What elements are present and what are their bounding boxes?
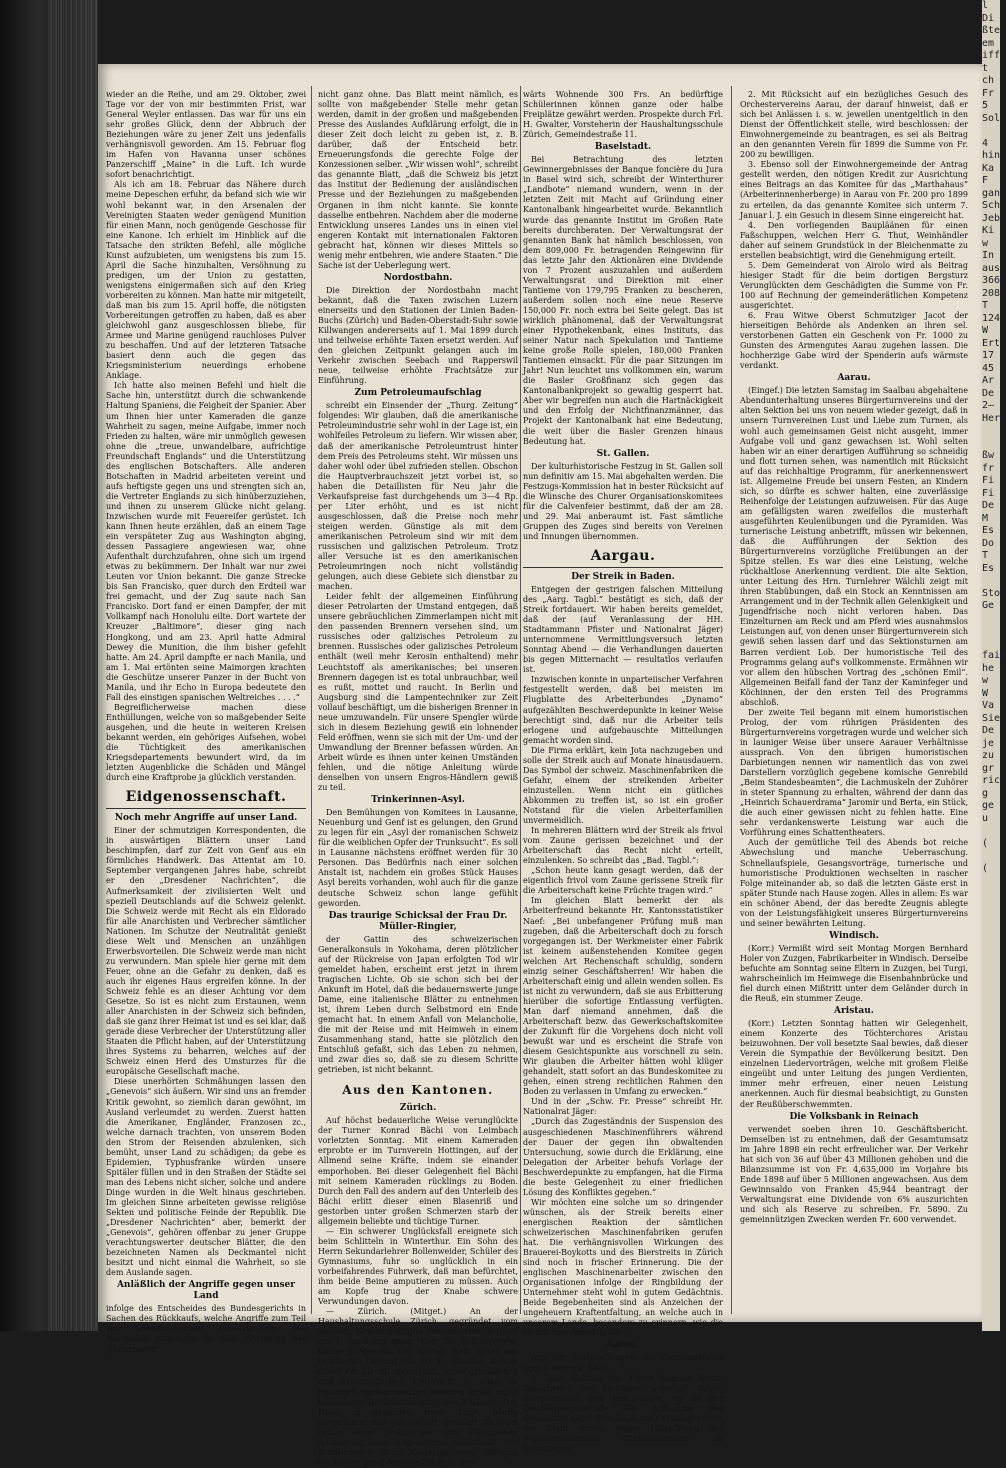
paragraph: 2. Mit Rücksicht auf ein bezügliches Gesuch des Orchestervereins Aarau, der darauf hinweist, daß er sich bei Anlässen i. s. w. jeweilen unentgeltlich in den Dienst der Öffentlichkeit stelle, wird beschlossen: der Einwohnergemeinde zu beantragen, es sei als Beitrag an den genannten Verein für 1899 die Summe von Fr. 200 zu bewilligen.: [740, 90, 968, 160]
paragraph: Aus den Verhandlungen des Gemeinderates vom 3. Februar 1899.: [523, 1353, 723, 1373]
strip-fragment: [982, 825, 1000, 838]
strip-fragment: [982, 425, 1000, 438]
strip-fragment: hin: [982, 150, 1001, 161]
strip-fragment: W: [982, 325, 989, 336]
strip-fragment: Sie: [982, 712, 1001, 724]
paragraph: 5. Dem Gemeinderat von Airolo wird als Beitrag hiesiger Stadt für die beim dortigen Bergsturz Verunglückten dem Geschädigten die Summe von Fr. 100 auf Rechnung der gemeinderätlichen Kompetenz ausgerichtet.: [740, 260, 968, 310]
strip-fragment: em: [982, 37, 995, 49]
paragraph: Der kulturhistorische Festzug in St. Gallen soll nun definitiv am 15. Mai abgehalten werden. Die Festzugs-Kommission hat in bester Rücksicht auf die Wünsche des Churer Organisationskomitees für die Calvenfeier bestimmt, daß der am 28. und 29. Mai anberaumt ist. Fast sämtliche Gruppen des Zuges sind bereits von Vereinen und Innungen übernommen.: [523, 461, 723, 541]
strip-fragment: [982, 438, 1000, 451]
adjacent-page-strip: [982, 0, 1006, 1331]
strip-fragment: (: [982, 862, 989, 874]
paragraph: Der zweite Teil begann mit einem humoristischen Prolog, der vom rührigen Präsidenten des Bürgerturnvereins vorgetragen wurde und welcher sich in launiger Weise über unsere Aarauer Verhältnisse aussprach. Von den übrigen humoristischen Darbietungen nennen wir namentlich das von zwei Darstellern vorzüglich gegebene komische Genrebild „Beim Standesbeamten“, die Lachmuskeln der Zuhörer in steter Spannung zu erhalten, während der dann das „Heinrich Schauerdrama“ Jaromir und Berta, ein Stück, die auch einer gewissen nicht zu fehlen hatte. Eine sehr verdankenswerte Leistung war auch die Vorführung eines Schattentheaters.: [740, 707, 968, 838]
strip-fragment: 5: [982, 100, 989, 111]
strip-fragment: l: [982, 0, 989, 11]
paragraph: (Korr.) Letzten Sonntag hatten wir Gelegenheit, einem Konzerte des Töchterchores Aristau beizuwohnen. Der voll besetzte Saal bewies, daß dieser Verein die Sympathie der Bevölkerung besitzt. Den einzelnen Liedervorträgen, welche mit großem Fleiße eingeübt und unter Leitung des jungen Verdienten, immer mehr erfreuen, einer neuen Leistung anerkennen. Auch für diesmal beabsichtigt, zu Gunsten der Reußüberschwemmten.: [740, 1019, 968, 1109]
article-heading: Aristau.: [834, 1006, 874, 1017]
strip-fragment: ßte: [982, 25, 1001, 36]
paragraph: Diese unerhörten Schmähungen lassen den „Genevois“ sich äußern. Wir sind uns an fremder Kritik gewohnt, so ziemlich daran gewöhnt, im Ausland verleumdet zu werden. Zuerst hatten die Amerikaner, Engländer, Franzosen zc., welche darnach trachten, von unserem Boden den Strom der Reisenden abzulenken, sich bemüht, unser Land zu schädigen; da gebe es Epidemien, Typhusfranke würden unsere Spitäler füllen und in den Straßen der Städte sei man des Lebens nicht sicher, solche und andere Dinge wurden in die Welt hinaus geschrieben. Im gleichen Sinne arbeiteten gewisse religiöse Sekten und politische Feinde der Republik. Die „Dresdener Nachrichten“ aber, bemerkt der „Genevois“, gehören offenbar zu jener Gruppe verachtungswerter deutscher Blätter, die den bezeichneten Namen als Deckmantel nicht besitzt und nicht einmal die Wahrheit, so sie dem Auslande sagen.: [106, 1077, 306, 1278]
paragraph: verwendet soeben ihren 10. Geschäftsbericht. Demselben ist zu entnehmen, daß der Gesamtumsatz im Jahre 1898 ein recht erfreulicher war. Der Verkehr hat sich von 36 auf über 43 Millionen gehoben und die Bilanzsumme ist von Fr. 4,635,000 im Vorjahre bis Ende 1898 auf über 5 Millionen angewachsen. Aus dem Gewinnsaldo von Franken 45,944 beantragt der Verwaltungsrat eine Dividende von 6% auszurichten und sich als Reserve zu schreiben. Fr. 5890. Zu gemeinnützigen Zwecken werden Fr. 600 verwendet.: [740, 1124, 968, 1224]
article-heading: Zürich.: [399, 1103, 437, 1114]
paragraph: nicht ganz ohne. Das Blatt meint nämlich, es sollte von maßgebender Stelle mehr getan werden, damit in der großen und maßgebenden Presse des Auslandes Aufklärung erfolgt, die in dieser Zeit doch leicht zu geben ist, z. B. darüber, daß der Entscheid betr. Erneuerungsfonds die gerechte Folge der Konzessionen selber. „Wir wissen wohl“, schreibt das genannte Blatt, „daß die Schweiz bis jetzt das Institut der Bedienung der ausländischen Presse und der Beziehungen zu maßgebenden Organen in ihm nicht kannte. Sie konnte dasselbe entbehren. Nachdem aber die moderne Entwicklung unseres Landes uns in einen viel engeren Kontakt mit internationalen Faktoren gebracht hat, können wir dieses Mittels so wenig mehr entbehren, wie andere Staaten.“ Die Sache ist der Ueberlegung wert.: [318, 90, 518, 270]
article-heading: Aarau.: [606, 1340, 640, 1351]
paragraph: — Zürich. (Mitget.) An der Haushaltungsschule Zürich, gegründet vom schweiz. Gemeinnützigen Frauenverein, beginnt am 4. April ein neuer Kurs für Schülerinnen. Dauer 5 Monate. Die Anstalt steht unter der bewährten Leitung von Frl. H. Gwalter, welche durch Frl. Liechti unterstützt, einen gründlichen und systematischen Unterricht in allen im Haushalte vorkommenden Arbeiten erteilt unter besonderer Berücksichtigung des Kochens. Das Haus, in gesunder, freier Lage, häufig eingerichtet und gut geführt, gewährt Töchtern neben einer praktischen und allgemeinen Ausbildung einen angenehmen Aufenthalt. Für Schülerinnen Zürich Niedergelassene betragen die Kosten pro 5 Monate 250 Frs., aus: [318, 1307, 518, 1467]
strip-fragment: 17: [982, 350, 995, 361]
strip-fragment: w: [982, 237, 989, 249]
newspaper-page: [98, 64, 982, 1467]
column-3: [523, 90, 723, 1453]
article-heading: Das traurige Schicksal der Frau Dr. Müller-Ringier,: [328, 910, 508, 932]
strip-fragment: ßw: [982, 450, 995, 461]
paragraph: Ich hatte also meinen Befehl und hielt die Sache hin, unterstützt durch die schwankende Haltung Spaniens, die Feigheit der Spanier. Aber um Ihnen hier unter Kameraden die ganze Wahrheit zu sagen, meine Aufgabe, immer noch Frieden zu halten, wäre mir unmöglich gewesen ohne die „treue, unwandelbare, aufrichtige Freundschaft Englands“ und die Unterstützung des englischen Botschafters. Alle anderen Botschaften in Madrid arbeiteten vereint und aufs heftigste gegen uns und strengten sich an, die Vertreter Englands zu sich hinüberzuziehen, und ihnen zu unserem Glücke nicht gelang. Inzwischen wurde mit Feuereifer gerüstet. Ich kann Ihnen heute erzählen, daß an einem Tage ein verspäteter Zug aus Washington abging, dessen Passagiere angewiesen war, ohne Aufenthalt durchzufahren, ohne sich um irgend etwas zu bekümmern. Der Inhalt war nur zwei Leuten vor Union bekannt. Die ganze Strecke bis San Francisko, quer durch den Erdteil war frei gemacht, und der Zug saute nach San Francisko. Dort fand er einen Dampfer, der mit Vollkampf nach Honolulu eilte. Dort wartete der Kreuzer „Baltimore“, dieser ging nach Hongkong, und am 23. April hatte Admiral Dewey die Munition, die ihm bisher gefehlt hatte. Am 24. April dampfte er nach Manila, und am 1. Mai ertönten seine Maimorgen krachten die Geschütze unserer Panzer in der Bucht von Manila, und ihr Echo in Europa bedeutete den Fall des einstigen spanischen Weltreiches . . . .“: [106, 381, 306, 702]
strip-fragment: Her: [982, 412, 1001, 424]
strip-fragment: 124: [982, 312, 1001, 324]
strip-fragment: w: [982, 675, 989, 686]
paragraph: Und in der „Schw. Fr. Presse“ schreibt Hr. Nationalrat Jäger:: [523, 1097, 723, 1117]
strip-fragment: [982, 575, 1000, 588]
column-1: [106, 90, 306, 1354]
paragraph: Einer der schmutzigen Korrespondenten, die in auswärtigen Blättern unser Land beschimpfen, darf zur Zeit von Genf aus ein förmliches Handwerk. Das Attentat am 10. September vergangenen Jahres habe, schreibt er den „Dresdener Nachrichten“, die Aufmerksamkeit der zivilisierten Welt und speziell Deutschlands auf die Schweiz gelenkt. Die Schweiz werde mit Recht als ein Eldorado für alle Anarchisten und Verbrecher sämtlicher Nationen. Im Schutze der Neutralität genießt diese Welt und Menschen an unzähligen Erwerbsvorteilen. Die Schweiz werde man nicht zu verwundern. Man spiele hier gerne mit dem Feuer, ohne an die Gefahr zu denken, daß es auch ihr eigenes Haus ergreifen könne. In der Schweiz fehle es an dieser Achtung vor dem Gesetze. So ist es nicht zum Erstaunen, wenn aller Anarchisten in der Schweiz sich befinden, daß sie ganz ihrer Heimat ist und es sei klar, daß gerade diese Verbrecher der Unterstützung aller Staaten die Pflicht haben, auf der Unterstützung ihres Systems zu beharren, welches auf der Schweiz einen Herd des Umsturzes für die europäische Gesellschaft mache.: [106, 826, 306, 1077]
strip-fragment: T: [982, 300, 989, 311]
strip-fragment: 2—: [982, 400, 995, 411]
strip-fragment: [982, 850, 1000, 863]
strip-fragment: je: [982, 737, 995, 749]
strip-fragment: Ar: [982, 375, 995, 386]
strip-fragment: fr: [982, 462, 995, 474]
strip-fragment: Sch: [982, 200, 1001, 211]
paragraph: — Ein schwerer Unglücksfall ereignete sich beim Schlitteln in Winterthur. Ein Sohn des Herrn Sekundarlehrer Bollenweider, Schüler des Gymnasiums, fuhr so unglücklich in ein vorbeifahrendes Fuhrwerk, daß man befürchtet, ihm beide Beine amputieren zu müssen. Auch am Kopfe trug der Knabe schwere Verwundungen davon.: [318, 1226, 518, 1307]
strip-fragment: Fi: [982, 475, 995, 486]
strip-fragment: 4: [982, 137, 989, 149]
paragraph: Den Bemühungen von Komitees in Lausanne, Neuenburg und Genf ist es gelungen, den Grund zu legen für ein „Asyl der romanischen Schweiz für die weiblichen Opfer der Trunksucht“. Es soll in Lausanne nächstens eröffnet werden für 30 Personen. Das Bedürfnis nach einer solchen Anstalt ist, nachdem ein großes Stück Hauses Asyl bereits vorhanden, wohl auch für die ganze deutsche Schweiz schon lange gefühlt geworden.: [318, 808, 518, 908]
strip-fragment: De: [982, 725, 995, 736]
paragraph: Entgegen der gestrigen falschen Mitteilung des „Aarg. Tagbl.“ bestätigt es sich, daß der Streik fortdauert. Wir haben bereits gemeldet, daß der (auf Veranlassung der HH. Stadtammann Pfister und Nationalrat Jäger) unternommene Vermittlungsversuch letzten Sonntag Abend — die Verhandlungen dauerten bis gegen Mitternacht — resultatlos verlaufen ist.: [523, 584, 723, 675]
paragraph: 4. Den vorliegenden Baupläänen für einen Faßschuppen, welchen Herr G. Thut, Weinhändler daher auf seinem Grundstück in der Bleichenmatte zu erstellen beabsichtigt, wird die Genehmigung erteilt.: [740, 220, 968, 260]
strip-fragment: gan: [982, 187, 1001, 199]
strip-fragment: Di: [982, 12, 995, 24]
strip-fragment: aus: [982, 262, 1001, 274]
paragraph: „Schon heute kann gesagt werden, daß der eigentlich frivol vom Zaune gerissene Streik für die Arbeiterschaft keine Früchte tragen wird.“: [523, 866, 723, 896]
strip-fragment: Ka: [982, 162, 995, 174]
strip-fragment: ch: [982, 75, 995, 86]
section-heading: Eidgenossenschaft.: [106, 789, 306, 809]
strip-fragment: Ert: [982, 337, 1001, 349]
strip-fragment: Ge: [982, 600, 995, 611]
strip-fragment: 366.: [982, 275, 1006, 286]
strip-fragment: T: [982, 550, 989, 561]
strip-fragment: [982, 625, 1000, 638]
strip-fragment: Jeb: [982, 212, 1001, 224]
paragraph: Begreiflicherweise machen diese Enthüllungen, welche von so maßgebender Seite ausgehen, und die heute in weiteren Kreisen bekannt werden, ein gehöriges Aufsehen, wobei die Tüchtigkeit des amerikanischen Kriegsdepartements bewundert wird, da im letzten Augenblicke die Schäden und Mängel durch eine Kraftprobe ja glücklich verstanden.: [106, 702, 306, 783]
strip-fragment: Ki: [982, 225, 995, 236]
column-4: [740, 90, 968, 1315]
strip-fragment: (: [982, 837, 989, 849]
article-heading: Der Streik in Baden.: [571, 571, 675, 582]
strip-fragment: De: [982, 387, 995, 399]
paragraph: 3. Ebenso soll der Einwohnergemeinde der Antrag gestellt werden, den nötigen Kredit zur Ausrichtung eines Beitrags an das Komitee für das „Marthahaus“ (Arbeiterinnenherberge) in Aarau von Fr. 200 pro 1899 zu erteilen, da das genannte Komitee sich unterm 7. Januar l. J. ein Gesuch in diesem Sinne eingereicht hat.: [740, 160, 968, 220]
strip-fragment: he: [982, 662, 995, 674]
strip-fragment: Es: [982, 525, 995, 536]
paragraph: (Eingef.) Die letzten Samstag im Saalbau abgehaltene Abendunterhaltung unseres Bürgerturnvereins und der alten Sektion bei uns von neuem wieder gezeigt, daß in unsern Turnvereinen Lust und Liebe zum Turnen, als wohl auch gemeinsamen Geist nicht ausgeht, immer Aufgabe voll und ganz gewachsen ist. Wohl selten haben wir an einer derartigen Aufführung so schneidig und flott turnen sehen, was namentlich mit Rücksicht auf das reichhaltige Programm, für anerkennenswert ist. Allgemeine Freude bei unsern Festen, an Kindern sich, so dürfte es schwer halten, eine zuverlässige Reihenfolge der Leistungen aufzuweisen. Für das Auge am gefälligsten waren zweifellos die musterhaft ausgeführten Keulenübungen und die Pyramiden. Was turnerische Leistung anbetrifft, müssen wir bekennen, daß die Aufführungen der Sektion des Bürgerturnvereins vorzügliche Freiübungen an der Spitze stellen. Es war dies eine Leistung, welche rückhaltlose Anerkennung verdient. Die alte Sektion, unter Leitung des Hrn. Turnlehrer Wälchli zeigt mit ihren Stabübungen, daß ein Stock an Kenntnissen am Arrangement und in der Technik allen Gelenkigkeit und Jugendfrische noch nicht verloren haben. Das Einzelturnen am Reck und am Pferd wies ausnahmslos Leistungen auf, von denen unser Bürgerturnverein sich gewiß sehen lassen darf und das Sektionsturnen am Barren verdient Lob. Der humoristische Teil des Programms gelang auf's vollkommenste. Ermähnen wir vor allem den hübschen Vortrag des „schönen Emil“. Allgemeinen Beifall fand der Tanz der Kaminfeger und Köchinnen, der den ersten Teil des Programms abschloß.: [740, 386, 968, 707]
strip-fragment: t: [982, 62, 989, 74]
article-heading: Aarau.: [837, 373, 871, 384]
column-rule: [731, 86, 732, 1314]
strip-fragment: Fi: [982, 487, 995, 499]
article-heading: Nordostbahn.: [383, 272, 453, 283]
strip-fragment: gr: [982, 762, 995, 774]
paragraph: Die Firma erklärt, kein Jota nachzugeben und solle der Streik auch auf Monate hinausdauern. Das Symbol der schweiz. Maschinenfabriken die Gefahr, einem der streikenden Arbeiter einzustellen. Wenn nicht ein gütliches Abkommen zu treffen ist, so ist ein großer Notstand für die vielen Arbeiterfamilien unvermeidlich.: [523, 745, 723, 826]
strip-fragment: 45: [982, 362, 995, 374]
strip-fragment: ric: [982, 775, 1001, 786]
page-edges: [48, 0, 98, 1331]
paragraph: 1. Dem Gesuch des Herrn Samuel Ernst, Gasarbeiter von Holziken, wohnhaft daher, entsprechend wird beschlossen, es sei der Ortsbürgergemeinde die Aufnahme des Genannten nebst Familie in das Ortsbürgerrecht der Stadt Aarau, gegen Entrichtung der reglementarischen Einkaufssumme zu beantragen.: [523, 1373, 723, 1453]
strip-fragment: M: [982, 512, 989, 524]
strip-fragment: Fr: [982, 87, 995, 99]
strip-fragment: Va: [982, 700, 995, 711]
paragraph: Leider fehlt der allgemeinen Einführung dieser Petrolarten der Umstand entgegen, daß unsere gebräuchlichen Zimmerlampen nicht mit den passenden Brennern versehen sind, um russisches oder galizisches Petroleum zu brennen. Russisches oder galizisches Petroleum enthält (weil mehr Kerosin enthaltend) mehr Leuchtstoff als amerikanisches; bei unseren Brennern dagegen ist es total unbrauchbar, weil es rußt, mottet und raucht. In Berlin und Augsburg sind die Lampentechniker zur Zeit vollauf beschäftigt, um die bisherigen Brenner in neue umzuwandeln. Für unsere Spengler würde sich in diesem Beziehung gewiß ein lohnender Feld eröffnen, wenn sie sich mit der Um- und der Umwandlung der Brenner befassen würden. An Arbeit würde es ihnen unter keinen Umständen fehlen, und die nötige Anleitung würde denselben von unsern Engros-Händlern gewiß zu teil.: [318, 592, 518, 793]
article-heading: Zum Petroleumaufschlag: [354, 388, 482, 399]
paragraph: In mehreren Blättern wird der Streik als frivol vom Zaune gerissen bezeichnet und der Arbeiterschaft das Recht nicht erteilt, einzulenken. So schreibt das „Bad. Tagbl.“:: [523, 826, 723, 866]
section-heading: Aus den Kantonen.: [342, 1083, 494, 1098]
paragraph: (Korr.) Vermißt wird seit Montag Morgen Bernhard Holer von Zuzgen, Fabrikarbeiter in Windisch. Derselbe befuchte am Sonntag seine Eltern in Zuzgen, bei Turgi, wahrscheinlich im Heimwege die Eisenbahnbrücke und fiel durch einen Mißtritt unter dem Geländer durch in die Reuß, ein stummer Zeuge.: [740, 943, 968, 1004]
paragraph: Die Direktion der Nordostbahn macht bekannt, daß die Taxen zwischen Luzern einerseits und den Stationen der Linien Baden-Buchs (Zürich) und Baden-Oberstadt-Suhr sowie Killwangen andererseits auf 1. Mai 1899 durch und teilweise erhöhte Taxen ersetzt werden. Auf den gleichen Zeitpunkt gelangen auch im Verkehr zwischen Seebach und Rapperswil neue, teilweise erhöhte Frachtsätze zur Einführung.: [318, 285, 518, 386]
paragraph: der Gattin des schweizerischen Generalkonsuls in Yokohama, deren plötzlicher auf der Rückreise von Japan erfolgten Tod wir gemeldet haben, erscheint erst jetzt in ihrem tragischen Lichte. Ob sie schon sich bei der Ankunft im Hotel, daß die bedauernswerte junge Dame, eine italienische Blätter zu entnehmen ist, ihrem Leben durch Selbstmord ein Ende gemacht hat. In einem Anfall von Melancholie, die mit der Reise und mit Heimweh in einem Zusammenhang stand, hatte sie plötzlich den Entschluß gefaßt, sich das Leben zu nehmen, und zwar dies so, daß sie zu diesem Schritte getrieben, ist nicht bekannt.: [318, 934, 518, 1075]
strip-fragment: Es: [982, 562, 995, 574]
strip-fragment: iff: [982, 50, 1001, 61]
strip-fragment: Do: [982, 537, 995, 549]
paragraph: schreibt ein Einsender der „Thurg. Zeitung“ folgendes: Wir glauben, daß die amerikanische Petroleumindustrie sehr wohl in der Lage ist, ein wohlfeiles Petroleum zu liefern. Wir wissen aber, daß der amerikanische Petroleumtrust hinter dem Preis des Petroleums steht. Wir müssen uns daher wohl oder übel zufrieden stellen. Obschon die Hauptverbrauchszeit jetzt vorbei ist, so haben die Detaillisten für Neu jahr die Verkaufspreise fast durchgehends um 3—4 Rp. per Liter erhöht, und es ist nicht ausgeschlossen, daß die Preise noch mehr steigen werden. Günstige als mit dem amerikanischen Petroleum sind wir mit dem russischen und galizischen Petroleum. Trotz aller Versuche ist es den amerikanischen Petroleumringen noch nicht vollständig gelungen, auch diese Gebiete sich dienstbar zu machen.: [318, 401, 518, 592]
paragraph: wieder an die Reihe, und am 29. Oktober, zwei Tage vor der von mir bestimmten Frist, war General Weyler entlassen. Das war für uns ein sehr großes Glück, denn der Abbruch der Beziehungen wäre zu jener Zeit uns jedenfalls verhängnisvoll geworden. Am 15. Februar flog im Hafen von Havanna unser schönes Panzerschiff „Maine“ in die Luft. Ich wurde sofort benachrichtigt.: [106, 90, 306, 180]
paragraph: Als ich am 18. Februar das Nähere durch meine Depeschen erfuhr, da befand sich wie wir wohl bekannt war, in den Arsenalen der Vereinigten Staaten weder genügend Munition für einen Mann, noch genügende Geschosse für eine Kanone. Ich erhielt im Hinblick auf die Tatsache den strikten Befehl, alle mögliche Kunst aufzubieten, um wenigstens bis zum 15. April die Sache hinzuhalten, Versöhnung zu predigen, um der Union zu gestatten, wenigstens einigermaßen sich auf den Krieg vorbereiten zu können. Man hatte mir mitgeteilt, daß man bis zum 15. April hoffe, die nötigsten Vorbereitungen getroffen zu haben, daß es aber gleichwohl ganz ausgeschlossen bliebe, für Armee und Marine genügend rauchloses Pulver zu beschaffen. Und auf der letzteren Tatsache basiert denn auch die gegen das Kriegsministerium neuerdings erhobene Anklage.: [106, 180, 306, 381]
strip-fragment: u: [982, 812, 989, 824]
column-2: [318, 90, 518, 1467]
strip-fragment: [982, 125, 1000, 138]
strip-fragment: fais: [982, 650, 1006, 661]
column-rule: [520, 86, 521, 1314]
strip-fragment: ge: [982, 800, 995, 811]
article-heading: Anläßlich der Angriffe gegen unser Land: [116, 1280, 296, 1302]
paragraph: Inzwischen konnte in unparteiischer Verfahren festgestellt werden, daß bei meisten im Flugblatte des Arbeiterbundes „Dynamo“ aufgezählten Beschwerdepunkte in keiner Weise berechtigt sind, daß nur die Arbeiter teils erlogene und aufgebauschte Mitteilungen gemacht worden sind.: [523, 675, 723, 745]
article-heading: Trinkerinnen-Asyl.: [371, 795, 465, 806]
column-rule: [311, 86, 312, 1314]
paragraph: Im gleichen Blatt bemerkt der als Arbeiterfreund bekannte Hr. Kantonsstatistiker Naef: „Bei unbefangener Prüfung muß man zugeben, daß die Arbeiterschaft doch zu forsch vorgegangen ist. Der Werkmeister einer Fabrik ist keinem außenstehenden Komitee gegen welchen Art Rechenschaft schuldig, sondern einzig seiner Geschäftsherren! Wir haben die Arbeiterschaft einig und allein wenden sollen. Es ist nicht zu verwundern, daß sie aus Erbitterung hierüber die sofortige Entlassung verfügten. Man darf niemand annehmen, daß die Arbeiterschaft bezw. das Gewerkschaftskomitee der Zukunft für die Vorgehens doch nicht voll bewußt war und es erscheint die Strafe von diesem Gesichtspunkte aus vorschnell zu sein. Wir glauben die Arbeiter hätten wohl klüger gehandelt, statt sofort an das Bundeskomitee zu gehen, einen streng rechtlichen Rahmen den Boden zu verlassen in Umfang zu erwecken.“: [523, 896, 723, 1097]
article-heading: Noch mehr Angriffe auf unser Land.: [114, 813, 298, 824]
paragraph: wärts Wohnende 300 Frs. An bedürftige Schülerinnen können ganze oder halbe Freiplätze gewährt werden. Prospekte durch Frl. H. Gwalter, Vorsteherin der Haushaltungsschule Zürich, Gemeindestraße 11.: [523, 90, 723, 140]
strip-fragment: [982, 638, 1000, 651]
strip-fragment: De: [982, 500, 995, 511]
strip-fragment: g: [982, 787, 989, 799]
strip-fragment: W: [982, 687, 989, 699]
strip-fragment: zu: [982, 750, 995, 761]
strip-fragment: Sto: [982, 587, 1001, 599]
strip-fragment: In: [982, 250, 995, 261]
paragraph: Wir möchten eine solche um so dringender wünschen, als der Streik bereits einer energischen Reaktion der sämtlichen schweizerischen Maschinenfabriken gerufen hat. Die verhängnisvollen Wirkungen des Brauerei-Boykotts und des Bierstreits in Zürich sind noch in frischer Erinnerung. Die der englischen Maschinenarbeiter zwischen den Organisationen infolge der Ringbildung der Unternehmer steht wohl in gutem Gedächtnis. Beide Begebenheiten sind als Anzeichen der ungeheuern Kraftentfaltung, an welche auch in unserem Lande, besonders zu erinnern, wie die kleinlichen Arbeitskräfte...: [523, 1197, 723, 1338]
paragraph: infolge des Entscheides des Bundesgerichts in Sachen des Rückkaufs, welche Angriffe zum Teil von schweizerischen Finanzkreisen des Auslandes ausgingen, ist eine Anregung der „Ostschweiz“: [106, 1304, 306, 1354]
strip-fragment: F: [982, 175, 989, 186]
strip-fragment: Sol: [982, 112, 1001, 124]
article-heading: Baselstadt.: [594, 142, 652, 153]
strip-fragment: [982, 613, 1000, 626]
strip-fragment: [982, 875, 1000, 888]
article-heading: Windisch.: [829, 930, 879, 941]
paragraph: Bei Betrachtung des letzten Gewinnergebnisses der Banque foncière du Jura in Basel wird sich, schreibt der Winterthurer „Landbote“ niemand wundern, wenn in der letzten Zeit mit Macht auf Gründung einer Kantonalbank hingearbeitet wurde. Bekanntlich wurde das genannte Institut im Großen Rate bereits durchberaten. Der Verwaltungsrat der genannten Bank hat nämlich beschlossen, von dem 809,000 Fr. betragenden Reingewinn für das letzte Jahr den Aktionären eine Dividende von 7 Prozent auszuzahlen und außerdem Verwaltungsrat und Direktion mit einer Tantieme von 179,795 Franken zu bescheren, außerdem sollen noch eine neue Reserve 150,000 Fr. noch extra bei Seite gelegt. Das ist wirklich phänomenal, daß der Verwaltungsrat einer Hypothekenbank, eines Instituts, das seiner Natur nach Spekulation und Tantieme keine große Rolle spielen, 180,000 Franken Tantiemen einsackt. Für die paar Sitzungen im Jahr! Nun leuchtet uns vollkommen ein, warum die Basler Großfinanz sich gegen das Kantonalbankprojekt so gewaltig gesperrt hat. Aber wir begreifen nun auch die Hartnäckigkeit und den Erfolg der Nichtfinanzmänner, das Projekt der Kantonalbank hat eine Bedeutung, die weit über die Basler Grenzen hinaus Bedeutung hat.: [523, 155, 723, 446]
article-heading: Die Volksbank in Reinach: [789, 1111, 919, 1122]
paragraph: Auf höchst bedauerliche Weise verunglückte der Turner Konrad Bächi von Leimbach vorletzten Sonntag. Mit einem Kameraden erprobte er im Turnverein Hottingen, auf der Allmend seine Kräfte, indem sie einander emporhoben. Bei dieser Gelegenheit fiel Bächi mit seinem Kameraden rücklings zu Boden. Durch den Fall des andern auf den Unterleib des Bächi erlitt dieser einen Blasenriß und gestorben unter großen Schmerzen starb der allgemein beliebte und tüchtige Turner.: [318, 1116, 518, 1226]
paragraph: „Durch das Zugeständnis der Suspension des ausgeschiedenen Maschinenführers während der Dauer der gegen ihn obwaltenden Untersuchung, sowie durch die Erklärung, eine Delegation der Arbeiter behufs Vorlage der Beschwerdepunkte zu empfangen, hat die Firma die beste Gelegenheit zu einer friedlichen Lösung des Konfliktes gegeben.“: [523, 1117, 723, 1197]
article-heading: St. Gallen.: [596, 448, 650, 459]
paragraph: 6. Frau Witwe Oberst Schmutziger Jacot der hierseitigen Behörde als Andenken an ihren sel. verstorbenen Gatten ein Geschenk von Fr. 1000 zu Gunsten des Armengutes Aarau zugehen lassen. Die hochherzige Gabe wird der Spenderin aufs wärmste verdankt.: [740, 311, 968, 371]
section-heading: Aargau.: [523, 548, 723, 568]
strip-fragment: 208: [982, 287, 1001, 299]
paragraph: Auch der gemütliche Teil des Abends bot reiche Abwechslung und manche Ueberraschung. Schnellaufspiele, Gesangsvorträge, turnerische und humoristische Produktionen wechselten in rascher Folge miteinander ab, so daß die letzten Gäste erst in später Stunde nach Hause zogen. Alles in allem: Es war ein schöner Abend, der das beredte Zeugnis ablegte von der Leistungsfähigkeit unseres Bürgerturnvereins und seiner bewährten Leitung.: [740, 838, 968, 928]
